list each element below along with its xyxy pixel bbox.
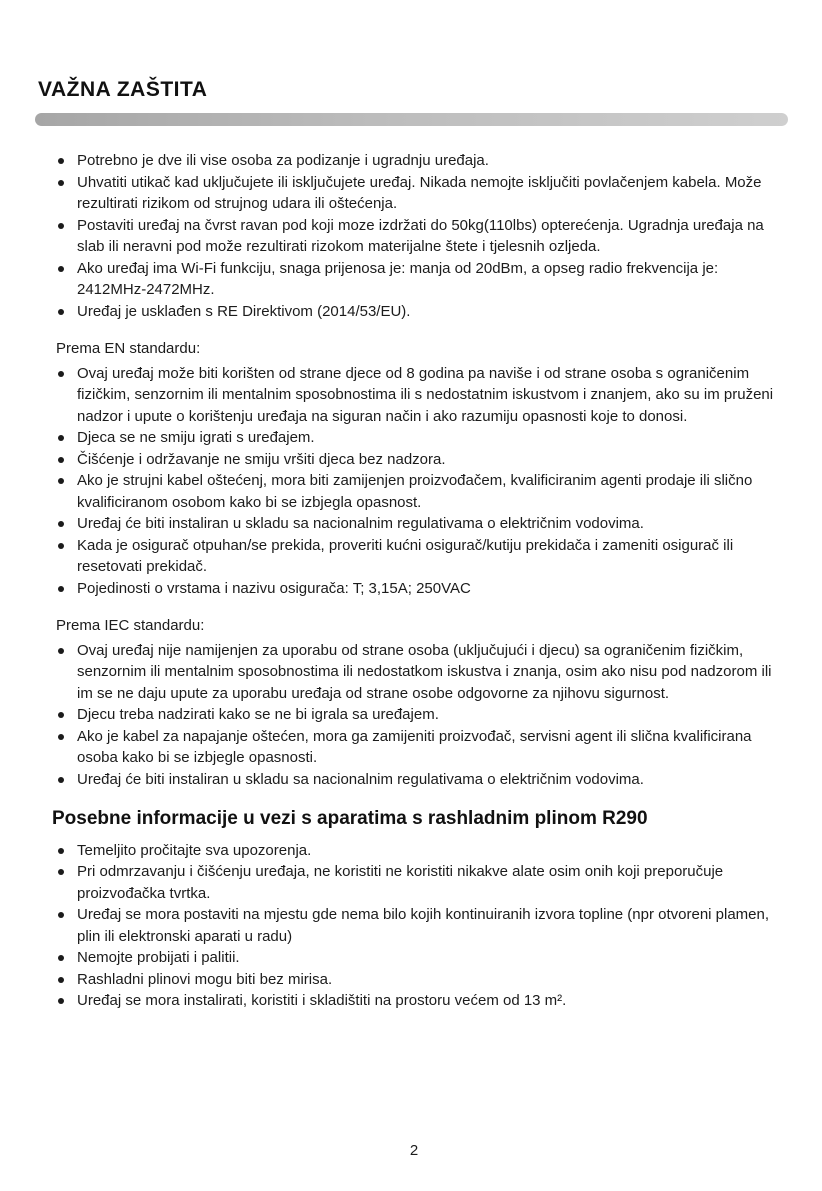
- bullet-list: [38, 640, 790, 791]
- list-item: Uhvatiti utikač kad uključujete ili isključujete uređaj. Nikada nemojte isključiti povlačenjem kabela. Može rezultirati rizikom od strujnog udara ili oštećenja.: [56, 172, 790, 215]
- list-item: Kada je osigurač otpuhan/se prekida, proveriti kućni osigurač/kutiju prekidača i zameniti osigurač ili resetovati prekidač.: [56, 535, 790, 578]
- list-item: Djeca se ne smiju igrati s uređajem.: [56, 427, 790, 449]
- section-heading-r290: Posebne informacije u vezi s aparatima s rashladnim plinom R290: [52, 808, 648, 829]
- bullet-list: [38, 150, 790, 322]
- list-item: Uređaj se mora postaviti na mjestu gde nema bilo kojih kontinuiranih izvora topline (npr otvoreni plamen, plin ili elektronski aparati u radu): [56, 904, 790, 947]
- bullet-list: [38, 363, 790, 600]
- list-item: Temeljito pročitajte sva upozorenja.: [56, 840, 790, 862]
- list-item: Čišćenje i održavanje ne smiju vršiti djeca bez nadzora.: [56, 449, 790, 471]
- section-general-safety: [38, 150, 790, 322]
- list-item: Postaviti uređaj na čvrst ravan pod koji moze izdržati do 50kg(110lbs) opterećenja. Ugradnja uređaja na slab ili neravni pod može rezultirati rizokom materijalne štete i tjelesnih ozljeda.: [56, 215, 790, 258]
- list-item: Djecu treba nadzirati kako se ne bi igrala sa uređajem.: [56, 704, 790, 726]
- list-item: Ako je strujni kabel oštećenj, mora biti zamijenjen proizvođačem, kvalificiranim agenti prodaje ili slično kvalificiranom osobom kako bi se izbjegla opasnost.: [56, 470, 790, 513]
- list-item: Pojedinosti o vrstama i nazivu osigurača: T; 3,15A; 250VAC: [56, 578, 790, 600]
- page-title: VAŽNA ZAŠTITA: [38, 78, 208, 101]
- section-en-standard: [38, 338, 790, 599]
- bullet-list: [38, 840, 790, 1012]
- document-content: [38, 150, 790, 1012]
- section-r290-info: [38, 808, 790, 1012]
- list-item: Pri odmrzavanju i čišćenju uređaja, ne koristiti ne koristiti nikakve alate osim onih koji preporučuje proizvođačka tvrtka.: [56, 861, 790, 904]
- section-iec-standard: [38, 615, 790, 790]
- list-item: Ako je kabel za napajanje oštećen, mora ga zamijeniti proizvođač, servisni agent ili slična kvalificirana osoba kako bi se izbjegle opasnosti.: [56, 726, 790, 769]
- title-divider-bar: [35, 113, 788, 126]
- list-item: Ovaj uređaj može biti korišten od strane djece od 8 godina pa naviše i od strane osoba s ograničenim fizičkim, senzornim ili mentalnim sposobnostima ili s nedostatnim iskustvom i znanjem, ako su im pruženi nadzor i upute o korištenju uređaja na siguran način i ako razumiju opasnosti koje to donosi.: [56, 363, 790, 428]
- list-item: Ovaj uređaj nije namijenjen za uporabu od strane osoba (uključujući i djecu) sa ograničenim fizičkim, senzornim ili mentalnim sposobnostima ili nedostatkom iskustva i znanja, osim ako nisu pod nadzorom ili im se ne daju upute za uporabu uređaja od strane osobe odgovorne za njihovu sigurnost.: [56, 640, 790, 705]
- section-heading: Prema IEC standardu:: [56, 617, 205, 634]
- list-item: Potrebno je dve ili vise osoba za podizanje i ugradnju uređaja.: [56, 150, 790, 172]
- list-item: Rashladni plinovi mogu biti bez mirisa.: [56, 969, 790, 991]
- page-number: 2: [409, 1142, 419, 1159]
- list-item: Ako uređaj ima Wi-Fi funkciju, snaga prijenosa je: manja od 20dBm, a opseg radio frekvencija je: 2412MHz-2472MHz.: [56, 258, 790, 301]
- list-item: Uređaj će biti instaliran u skladu sa nacionalnim regulativama o električnim vodovima.: [56, 513, 790, 535]
- list-item: Nemojte probijati i palitii.: [56, 947, 790, 969]
- list-item: Uređaj je usklađen s RE Direktivom (2014/53/EU).: [56, 301, 790, 323]
- list-item: Uređaj će biti instaliran u skladu sa nacionalnim regulativama o električnim vodovima.: [56, 769, 790, 791]
- page-footer: [38, 1142, 790, 1165]
- list-item: Uređaj se mora instalirati, koristiti i skladištiti na prostoru većem od 13 m².: [56, 990, 790, 1012]
- section-heading: Prema EN standardu:: [56, 340, 201, 357]
